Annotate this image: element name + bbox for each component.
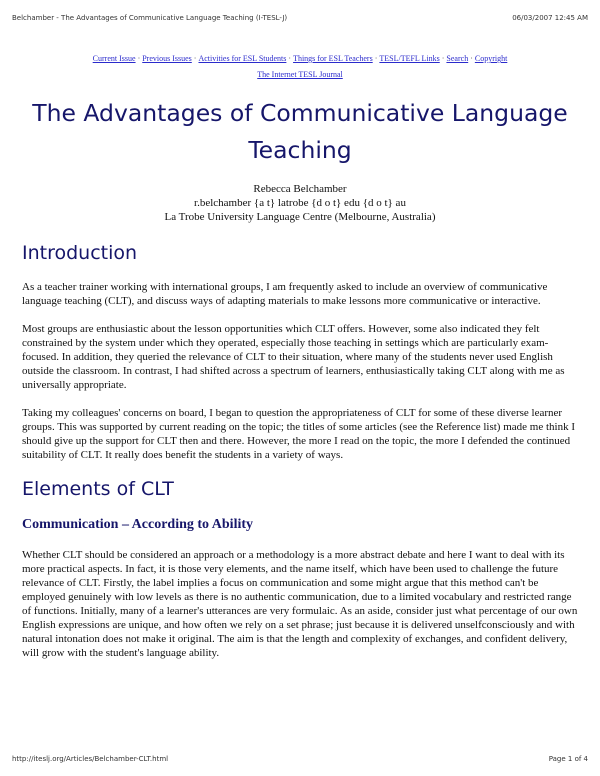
intro-paragraph-1: As a teacher trainer working with international groups, I am frequently asked to include an overview of communicative language teaching (CLT), and discuss ways of adapting materials to make lessons more communicative or interactive. [22,281,548,307]
intro-paragraph-2: Most groups are enthusiastic about the lesson opportunities which CLT offers. However, some also indicated they felt constrained by the system under which they operated, especially those teaching in settings which are particularly exam-focused. In addition, they queried the relevance of CLT to their situation, where many of the students never used English outside the classroom. In contrast, I had shifted across a spectrum of learners, enthusiastically taking CLT along with me as universally appropriate. [22,323,565,391]
subsection-heading-communication: Communication – According to Ability [22,517,254,532]
section-heading-elements: Elements of CLT [22,478,174,500]
nav-link-search[interactable]: Search [446,54,469,63]
section-heading-introduction: Introduction [22,242,138,264]
author-affiliation: La Trobe University Language Centre (Melbourne, Australia) [164,211,436,223]
print-header [12,14,588,26]
print-footer [12,755,588,767]
author-name: Rebecca Belchamber [253,183,347,195]
print-header-title: Belchamber - The Advantages of Communicative Language Teaching (I-TESL-J) [12,14,288,22]
elements-paragraph-1: Whether CLT should be considered an approach or a methodology is a more abstract debate and here I want to deal with its more practical aspects. In fact, it is those very elements, and the name itself, which have been used to challenge the future relevance of CLT. Firstly, the label implies a focus on communication and some might argue that this method can't be employed genuinely with low levels as there is no authentic communication, due to a limited vocabulary and restricted range of functions. Initially, many of a learner's utterances are very formulaic. As an aside, consider just what percentage of our own English expressions are unique, and how often we rely on a set phrase; just because it is delivered unselfconsciously and with natural intonation does not make it original. The aim is that the length and complexity of exchanges, and confident delivery, will grow with the student's language ability. [22,549,578,659]
nav-link-things-for-teachers[interactable]: Things for ESL Teachers [293,54,373,63]
print-footer-url: http://iteslj.org/Articles/Belchamber-CLT.html [12,755,169,763]
nav-link-tesl-tefl-links[interactable]: TESL/TEFL Links [379,54,440,63]
print-header-datetime: 06/03/2007 12:45 AM [512,14,588,22]
intro-paragraph-3: Taking my colleagues' concerns on board, I began to question the appropriateness of CLT for some of these diverse learner groups. This was supported by current reading on the topic; the titles of some articles (see the Reference list) made me think I should give up the support for CLT then and there. However, the more I read on the topic, the more I defended the continued suitability of CLT. It really does benefit the students in a variety of ways. [22,407,575,461]
article-body [22,240,578,674]
author-email: r.belchamber {a t} latrobe {d o t} edu {d o t} au [194,197,406,209]
site-navigation [22,51,578,83]
article-title: The Advantages of Communicative Language Teaching [32,99,568,164]
nav-row-main: Current Issue · Previous Issues · Activities for ESL Students · Things for ESL Teachers · TESL/TEFL Links · Search · Copyright [92,54,508,63]
print-footer-page: Page 1 of 4 [548,755,588,763]
author-block [22,182,578,224]
nav-link-journal[interactable]: The Internet TESL Journal [257,70,343,79]
nav-link-previous-issues[interactable]: Previous Issues [142,54,192,63]
nav-row-journal [22,67,578,83]
nav-link-activities[interactable]: Activities for ESL Students [198,54,287,63]
nav-link-copyright[interactable]: Copyright [474,54,508,63]
nav-link-current-issue[interactable]: Current Issue [92,54,136,63]
